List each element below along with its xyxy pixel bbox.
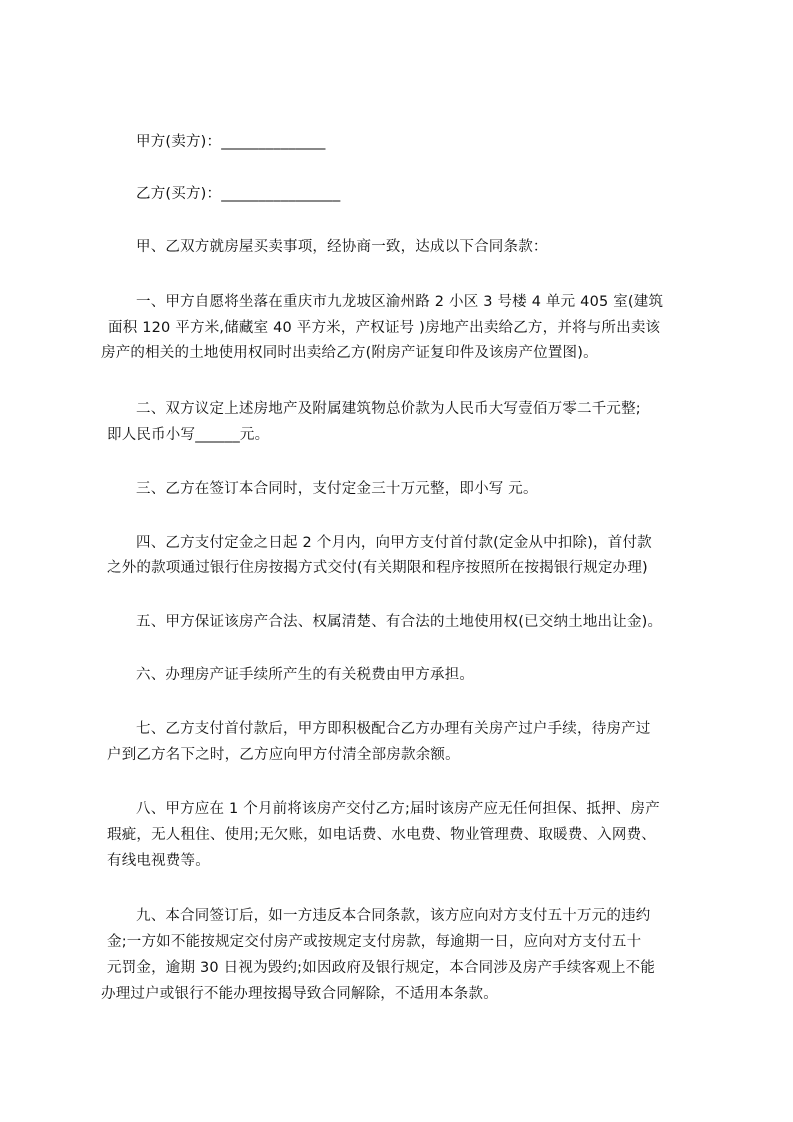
clause-9-line-1: 九、本合同签订后，如一方违反本合同条款，该方应向对方支付五十万元的违约 [136, 908, 651, 924]
clause-7-line-1: 七、乙方支付首付款后，甲方即积极配合乙方办理有关房产过户手续，待房产过 [136, 721, 651, 737]
clause-8-line-1: 八、甲方应在 1 个月前将该房产交付乙方;届时该房产应无任何担保、抵押、房产 [136, 801, 660, 817]
clause-4-line-1: 四、乙方支付定金之日起 2 个月内，向甲方支付首付款(定金从中扣除)，首付款 [136, 535, 652, 551]
clause-7-line-2: 户到乙方名下之时，乙方应向甲方付清全部房款余额。 [107, 747, 460, 763]
clause-1-line-3: 房产的相关的土地使用权同时出卖给乙方(附房产证复印件及该房产位置图)。 [101, 345, 598, 361]
party-b-line: 乙方(买方)：________________ [136, 186, 341, 202]
clause-8-line-2: 瑕疵，无人租住、使用;无欠账，如电话费、水电费、物业管理费、取暖费、入网费、 [107, 827, 656, 843]
clause-8-line-3: 有线电视费等。 [107, 853, 210, 869]
intro-text: 甲、乙双方就房屋买卖事项，经协商一致，达成以下合同条款： [136, 239, 548, 255]
clause-9-line-4: 办理过户或银行不能办理按揭导致合同解除，不适用本条款。 [101, 986, 498, 1002]
clause-2-line-1: 二、双方议定上述房地产及附属建筑物总价款为人民币大写壹佰万零二千元整; [136, 401, 641, 417]
clause-9-line-2: 金;一方如不能按规定交付房产或按规定支付房款，每逾期一日，应向对方支付五十 [107, 934, 642, 950]
clause-1-line-1: 一、甲方自愿将坐落在重庆市九龙坡区渝州路 2 小区 3 号楼 4 单元 405 室(建筑 [136, 294, 664, 310]
clause-6-line-1: 六、办理房产证手续所产生的有关税费由甲方承担。 [136, 667, 475, 683]
clause-5-line-1: 五、甲方保证该房产合法、权属清楚、有合法的土地使用权(已交纳土地出让金)。 [136, 614, 663, 630]
clause-3-line-1: 三、乙方在签订本合同时，支付定金三十万元整，即小写 元。 [136, 481, 538, 497]
clause-9-line-3: 元罚金，逾期 30 日视为毁约;如因政府及银行规定，本合同涉及房产手续客观上不能 [107, 960, 656, 976]
clause-4-line-2: 之外的款项通过银行住房按揭方式交付(有关期限和程序按照所在按揭银行规定办理) [107, 560, 648, 576]
clause-2-line-2: 即人民币小写______元。 [107, 427, 270, 443]
clause-1-line-2: 面积 120 平方米,储藏室 40 平方米，产权证号 )房地产出卖给乙方，并将与所出卖该 [108, 320, 661, 336]
party-a-line: 甲方(卖方)：______________ [136, 134, 326, 150]
